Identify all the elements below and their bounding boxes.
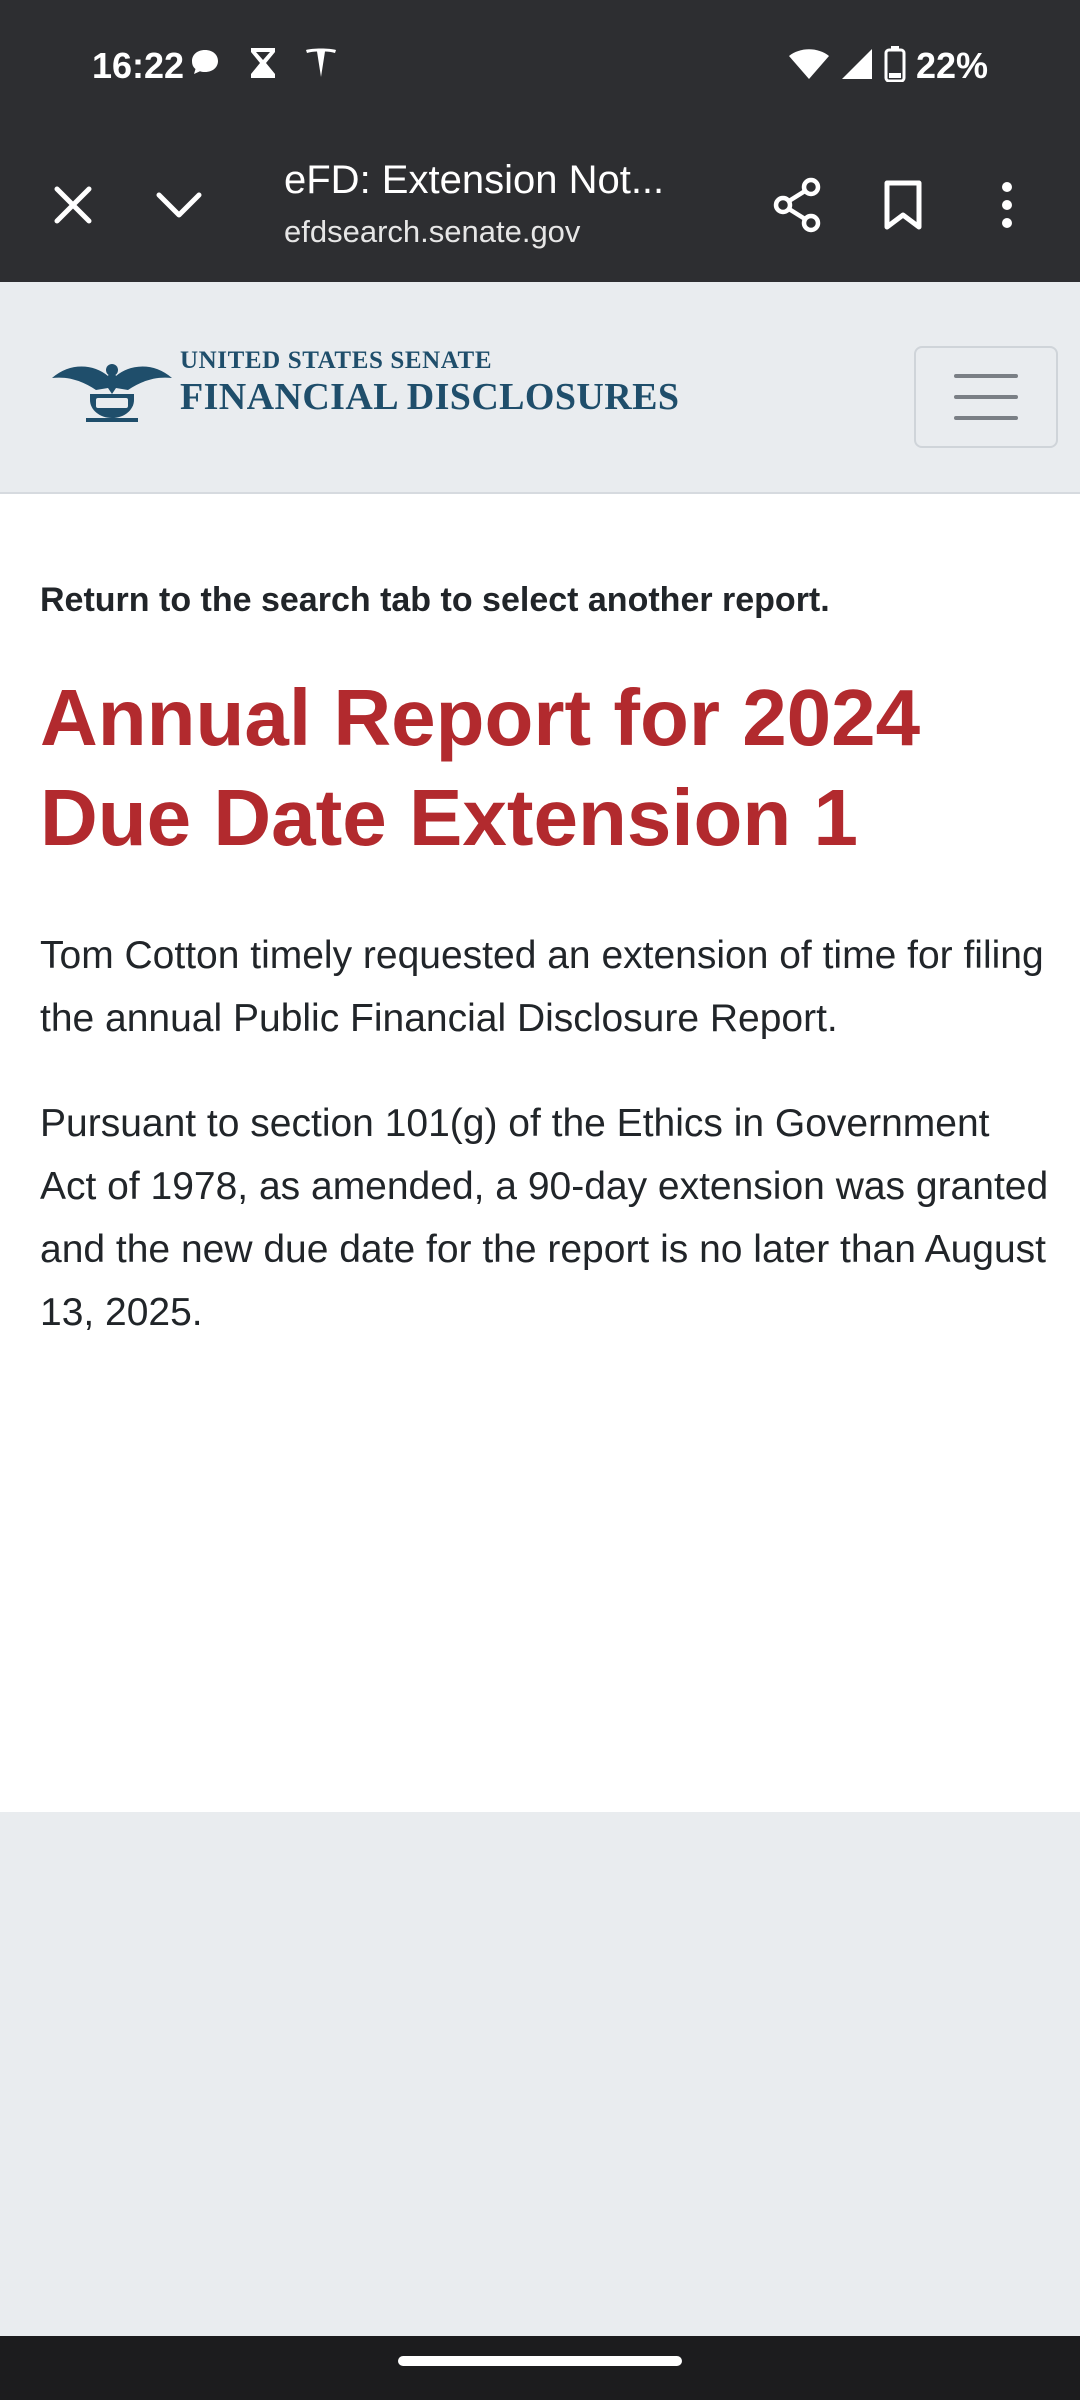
home-gesture-handle[interactable]: [398, 2356, 682, 2366]
chat-bubble-icon: [188, 46, 222, 85]
close-tab-button[interactable]: [28, 160, 118, 250]
hamburger-icon: [954, 374, 1018, 378]
hourglass-icon: [248, 46, 278, 85]
extension-request-paragraph: Tom Cotton timely requested an extension of time for filing the annual Public Financial Disclosure Report.: [40, 934, 1044, 1040]
more-vert-icon: [999, 181, 1015, 229]
bookmark-button[interactable]: [858, 160, 948, 250]
menu-toggle-button[interactable]: [914, 346, 1058, 448]
senate-eagle-logo-icon[interactable]: [50, 348, 174, 428]
bookmark-icon: [883, 179, 923, 231]
chevron-down-icon: [155, 189, 203, 221]
logo-text-financial-disclosures[interactable]: FINANCIAL DISCLOSURES: [180, 376, 680, 418]
share-button[interactable]: [752, 160, 842, 250]
status-system-icons: [788, 44, 988, 88]
signal-icon: [840, 47, 874, 86]
page-title-text[interactable]: eFD: Extension Not...: [284, 158, 665, 202]
return-instruction: Return to the search tab to select another report.: [40, 581, 830, 619]
more-options-button[interactable]: [962, 160, 1052, 250]
battery-icon: [884, 46, 906, 87]
browser-toolbar: [0, 130, 1080, 282]
extension-granted-paragraph: Pursuant to section 101(g) of the Ethics in Government Act of 1978, as amended, a 90-day extension was granted and the new due date for the report is no later than August 13, 2025.: [40, 1102, 1049, 1334]
system-nav-bar: [0, 2336, 1080, 2400]
report-title: Annual Report for 2024 Due Date Extension 1: [40, 673, 921, 862]
wifi-icon: [788, 47, 830, 86]
status-bar: [0, 0, 1080, 130]
battery-percent: 22%: [915, 45, 988, 86]
page-url-text[interactable]: efdsearch.senate.gov: [284, 214, 581, 249]
site-header: [0, 282, 1080, 494]
minimize-tab-button[interactable]: [134, 160, 224, 250]
share-icon: [771, 177, 823, 233]
logo-text-senate[interactable]: UNITED STATES SENATE: [180, 347, 493, 374]
main-content: [0, 494, 1080, 1812]
close-icon: [53, 185, 93, 225]
status-time: 16:22: [92, 45, 185, 86]
status-notification-icons: [188, 46, 338, 85]
tesla-icon: [304, 46, 338, 85]
